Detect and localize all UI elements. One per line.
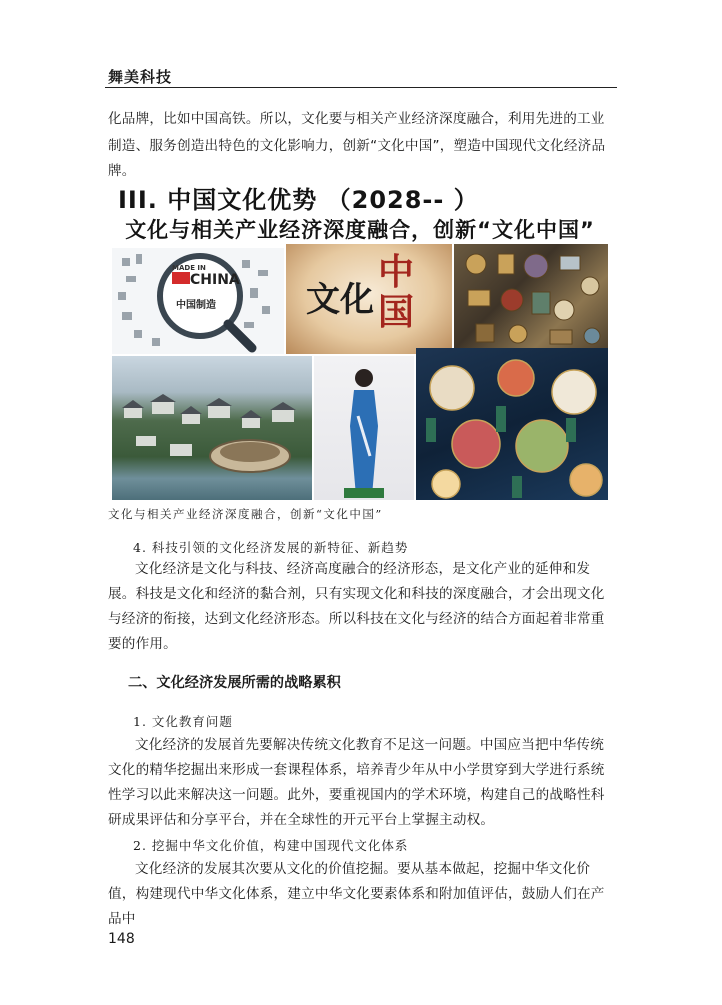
paragraph-line-2: 制造、服务创造出特色的文化影响力，创新“文化中国”，塑造中国现代文化经济品牌。: [108, 138, 606, 179]
calligraphy-text-1: 文化: [306, 280, 374, 320]
running-header: 舞美科技: [108, 68, 173, 86]
figure-title-line-2: 文化与相关产业经济深度融合，创新“文化中国”: [125, 218, 595, 242]
figure-culture-china: [112, 176, 608, 500]
subheading-2: 2. 挖掘中华文化价值，构建中国现代文化体系: [133, 838, 409, 853]
figure-caption: 文化与相关产业经济深度融合，创新“文化中国”: [108, 507, 383, 521]
made-in-china-panel: [112, 248, 284, 354]
paragraph-culture-tech: 文化经济是文化与科技、经济高度融合的经济形态，是文化产业的延伸和发展。科技是文化和经济的黏合剂，只有实现文化和科技的深度融合，才会出现文化与经济的衔接，达到文化经济形态。所以科技在文化与经济的结合方面起着非常重要的作用。: [108, 561, 605, 652]
calligraphy-text-2: 中国: [378, 251, 415, 333]
china-cn-label: 中国制造: [176, 300, 216, 311]
page-number: 148: [108, 931, 135, 947]
artifacts-graphic: [454, 244, 608, 354]
architecture-panel: [112, 356, 312, 500]
paragraph-value: 文化经济的发展其次要从文化的价值挖掘。要从基本做起，挖掘中华文化价值，构建现代中华文化体系，建立中华文化要素体系和附加值评估，鼓励人们在产品中: [108, 861, 605, 927]
qipao-graphic: [314, 356, 414, 500]
qipao-model-panel: [314, 356, 414, 500]
subheading-4: 4. 科技引领的文化经济发展的新特征、新趋势: [133, 540, 409, 555]
paragraph-line-1: 化品牌，比如中国高铁。所以，文化要与相关产业经济深度融合，利用先进的工业: [108, 111, 605, 127]
paragraph-education: 文化经济的发展首先要解决传统文化教育不足这一问题。中国应当把中华传统文化的精华挖掘出来形成一套课程体系，培养青少年从中小学贯穿到大学进行系统性学习以此来解决这一问题。此外，要重视国内的学术环境，构建自己的战略性科研成果评估和分享平台，并在全球性的开元平台上掌握主动权。: [108, 737, 605, 828]
section-heading: 二、文化经济发展所需的战略累积: [128, 675, 341, 691]
figure-title-line-1: III. 中国文化优势 （2028-- ）: [118, 186, 479, 214]
header-rule: [105, 87, 617, 88]
cuisine-panel: [416, 348, 608, 500]
architecture-graphic: [112, 356, 312, 500]
subheading-1: 1. 文化教育问题: [133, 714, 233, 729]
cuisine-graphic: [416, 348, 608, 500]
made-in-label: MADE IN: [172, 264, 206, 272]
calligraphy-panel: [286, 244, 452, 354]
china-label: CHINA: [190, 272, 240, 288]
cultural-artifacts-panel: [454, 244, 608, 354]
